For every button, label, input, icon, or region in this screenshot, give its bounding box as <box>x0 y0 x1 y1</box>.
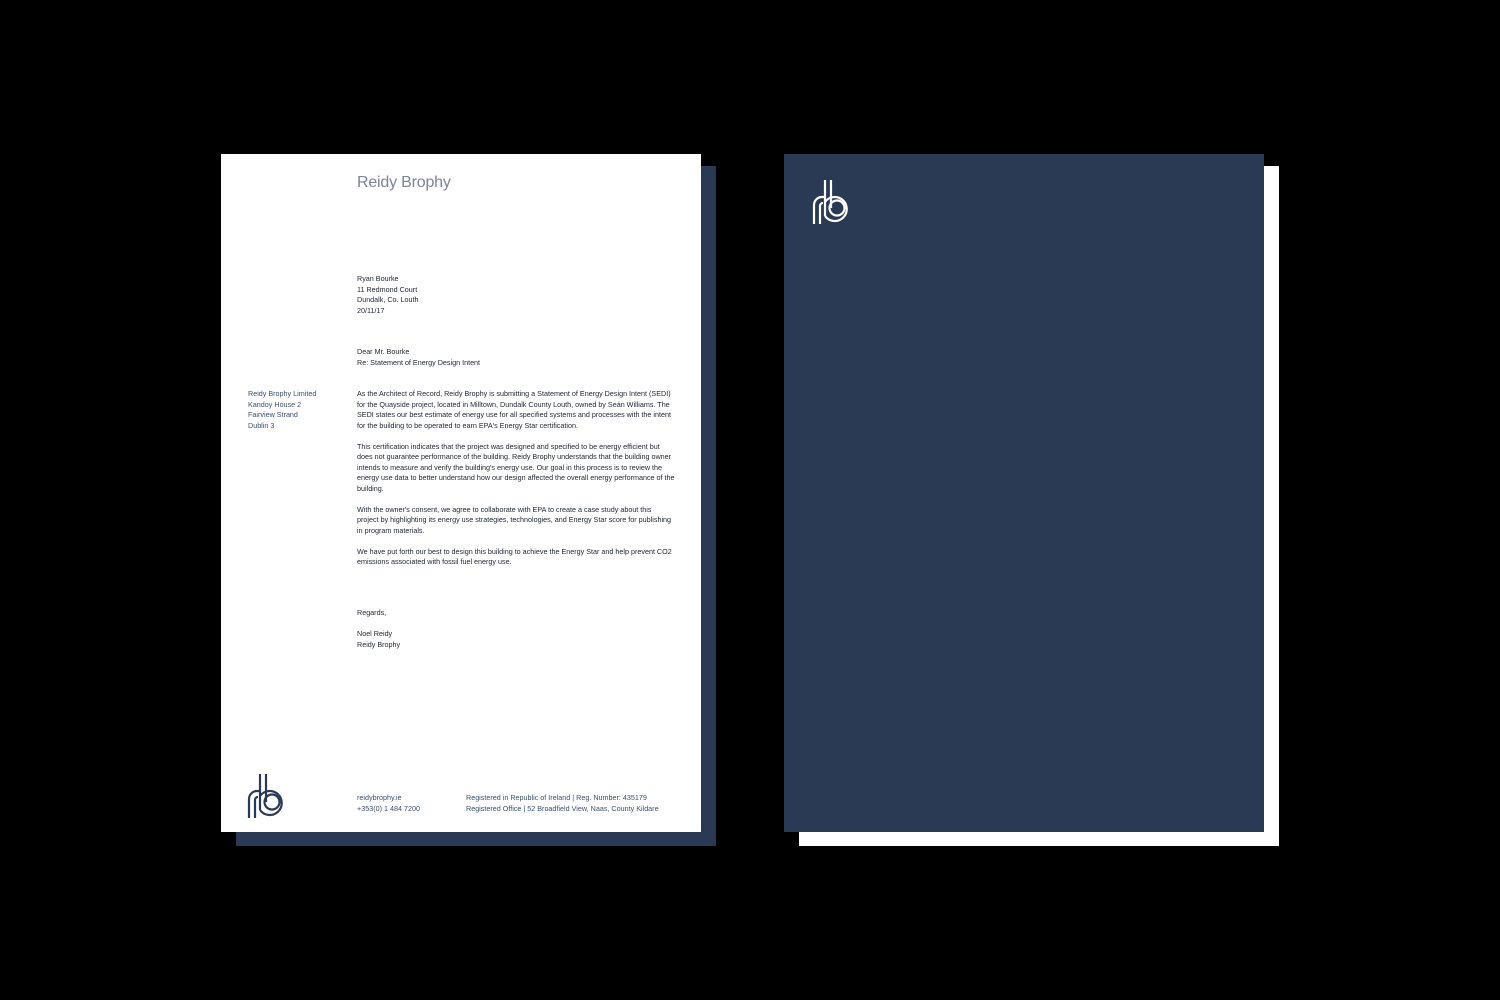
recipient-address <box>357 274 419 316</box>
website-link: reidybrophy.ie <box>357 793 402 802</box>
sender-building: Kandoy House 2 <box>248 399 302 409</box>
body-paragraph: With the owner's consent, we agree to collaborate with EPA to create a case study about this project by highlighting its energy use strategies, technologies, and Energy Star score for publishing in program materials. <box>357 504 672 535</box>
brand-title: Reidy Brophy <box>357 174 451 191</box>
phone-number: +353(0) 1 484 7200 <box>357 803 420 813</box>
rb-monogram-icon <box>812 178 848 226</box>
sender-street: Fairview Strand <box>248 410 298 419</box>
body-paragraph: This certification indicates that the project was designed and specified to be energy efficient but does not guarantee performance of the building. Reidy Brophy understands that the building owner intends to measure and verify the building's energy use. Our goal in this process is to review the energy use data to better understand how our design affected the overall energy performance of the building. <box>357 441 675 493</box>
registration-number: Registered in Republic of Ireland | Reg. Number: 435179 <box>466 793 647 802</box>
sender-address <box>248 389 316 431</box>
greeting: Dear Mr. Bourke <box>357 347 410 356</box>
footer-contact <box>357 793 420 814</box>
salutation <box>357 347 480 368</box>
body-paragraph: We have put forth our best to design this building to achieve the Energy Star and help prevent CO2 emissions associated with fossil fuel energy use. <box>357 546 672 566</box>
body-paragraph: As the Architect of Record, Reidy Brophy is submitting a Statement of Energy Design Intent (SEDI) for the Quayside project, located in Milltown, Dundalk County Louth, owned by Seán Williams. The SEDI states our best estimate of energy use for all specified systems and processes with the intent for the building to be operated to earn EPA's Energy Star certification. <box>357 389 672 430</box>
signatory-company: Reidy Brophy <box>357 639 401 649</box>
subject-line: Re: Statement of Energy Design Intent <box>357 357 481 367</box>
letter-date: 20/11/17 <box>357 305 385 315</box>
signatory-name: Noel Reidy <box>357 629 393 638</box>
recipient-street: 11 Redmond Court <box>357 284 418 294</box>
letter-body <box>357 389 675 578</box>
sender-city: Dublin 3 <box>248 420 275 430</box>
signature <box>357 629 400 650</box>
closing: Regards, <box>357 608 387 617</box>
recipient-town: Dundalk, Co. Louth <box>357 295 419 304</box>
folder-cover <box>784 154 1264 832</box>
recipient-name: Ryan Bourke <box>357 274 399 283</box>
letterhead-sheet <box>221 154 701 832</box>
sender-company: Reidy Brophy Limited <box>248 389 317 398</box>
registered-office: Registered Office | 52 Broadfield View, Naas, County Kildare <box>466 803 659 813</box>
rb-monogram-icon <box>247 772 283 820</box>
footer-registration <box>466 793 659 814</box>
